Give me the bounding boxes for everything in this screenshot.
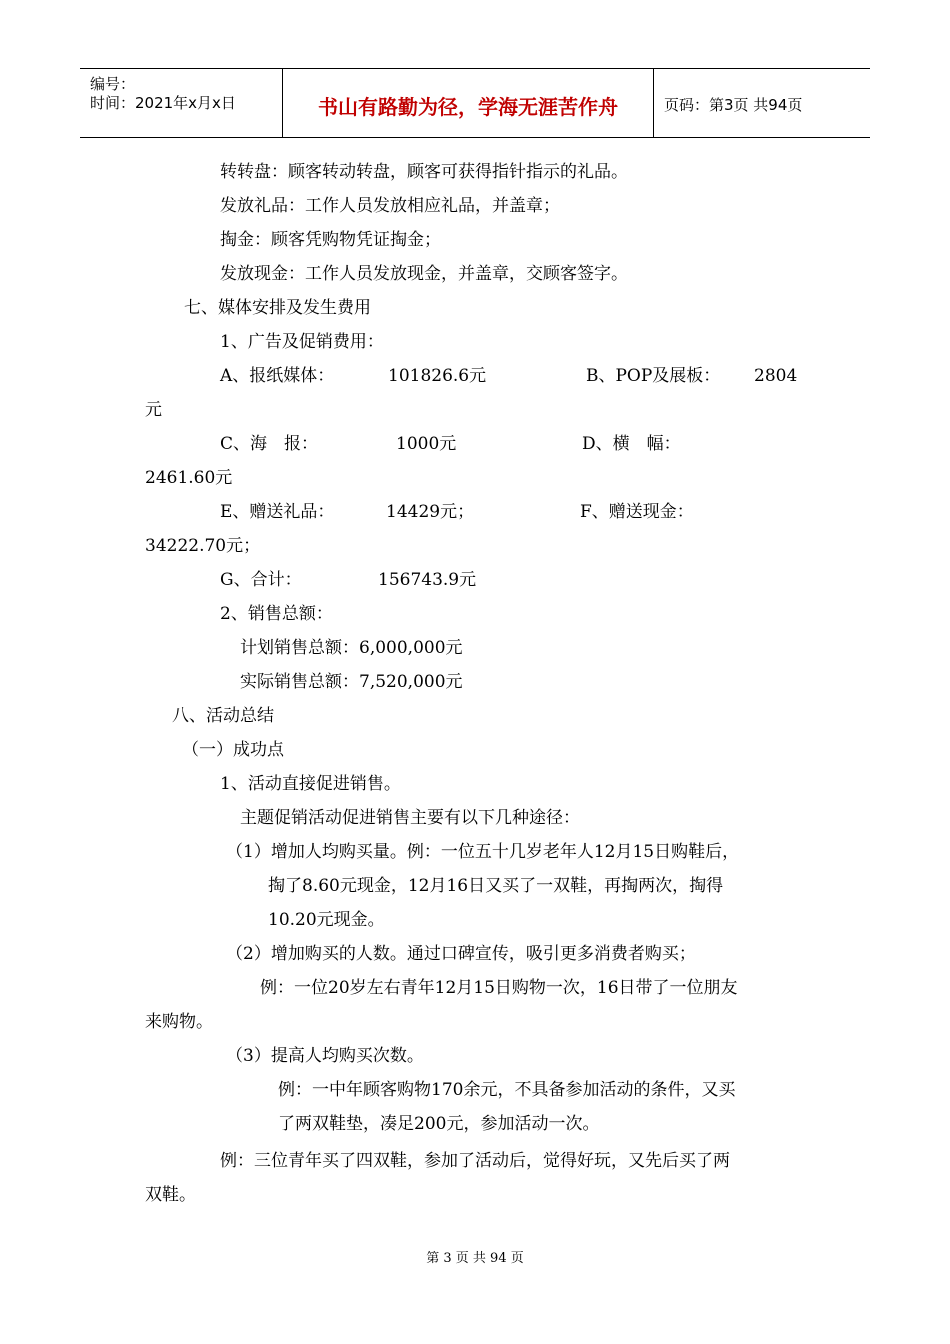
header-page-cell — [654, 69, 870, 137]
expense-value: 2804 — [754, 366, 798, 386]
subsection-heading: （一）成功点 — [182, 740, 284, 760]
expense-label: G、合计： — [220, 570, 302, 590]
paragraph-line: 例：一位20岁左右青年12月15日购物一次，16日带了一位朋友 — [260, 978, 738, 998]
paragraph-line: 计划销售总额：6,000,000元 — [240, 638, 463, 658]
expense-value: 14429元； — [386, 502, 475, 522]
expense-label: C、海 报： — [220, 434, 319, 454]
subsection-heading: 2、销售总额： — [220, 604, 333, 624]
paragraph-line: （2）增加购买的人数。通过口碑宣传，吸引更多消费者购买； — [226, 944, 696, 964]
paragraph-line: 1、活动直接促进销售。 — [220, 774, 401, 794]
paragraph-line: 实际销售总额：7,520,000元 — [240, 672, 463, 692]
page-header — [80, 68, 870, 138]
paragraph-line: 了两双鞋垫，凑足200元，参加活动一次。 — [278, 1114, 600, 1134]
paragraph-line: 双鞋。 — [145, 1185, 196, 1205]
page-label: 页码：第3页 共94页 — [664, 96, 803, 114]
expense-label: B、POP及展板： — [586, 366, 721, 386]
paragraph-line: 掏金：顾客凭购物凭证掏金； — [220, 230, 441, 250]
paragraph-line: （3）提高人均购买次数。 — [226, 1046, 424, 1066]
expense-value: 1000元 — [396, 434, 457, 454]
date-label: 时间：2021年x月x日 — [90, 94, 236, 112]
paragraph-line: 来购物。 — [145, 1012, 213, 1032]
expense-value: 34222.70元； — [145, 536, 261, 556]
number-label: 编号： — [90, 75, 136, 93]
paragraph-line: （1）增加人均购买量。例：一位五十几岁老年人12月15日购鞋后， — [226, 842, 740, 862]
paragraph-line: 转转盘：顾客转动转盘，顾客可获得指针指示的礼品。 — [220, 162, 628, 182]
header-meta-cell — [80, 69, 283, 137]
paragraph-line: 例：一中年顾客购物170余元，不具备参加活动的条件，又买 — [278, 1080, 736, 1100]
expense-label: E、赠送礼品： — [220, 502, 335, 522]
paragraph-line: 例：三位青年买了四双鞋，参加了活动后，觉得好玩，又先后买了两 — [220, 1151, 730, 1171]
expense-value: 2461.60元 — [145, 468, 233, 488]
subsection-heading: 1、广告及促销费用： — [220, 332, 384, 352]
expense-value: 101826.6元 — [388, 366, 487, 386]
expense-label: F、赠送现金： — [580, 502, 694, 522]
expense-unit: 元 — [145, 400, 162, 420]
paragraph-line: 主题促销活动促进销售主要有以下几种途径： — [240, 808, 580, 828]
motto-text: 书山有路勤为径，学海无涯苦作舟 — [318, 95, 618, 119]
paragraph-line: 发放现金：工作人员发放现金，并盖章，交顾客签字。 — [220, 264, 628, 284]
paragraph-line: 10.20元现金。 — [268, 910, 385, 930]
expense-value: 156743.9元 — [378, 570, 477, 590]
page-footer: 第 3 页 共 94 页 — [426, 1251, 524, 1266]
expense-label: D、横 幅： — [582, 434, 681, 454]
section-heading: 七、媒体安排及发生费用 — [184, 298, 371, 318]
header-motto-cell — [283, 69, 654, 137]
paragraph-line: 发放礼品：工作人员发放相应礼品，并盖章； — [220, 196, 560, 216]
paragraph-line: 掏了8.60元现金，12月16日又买了一双鞋，再掏两次，掏得 — [268, 876, 724, 896]
section-heading: 八、活动总结 — [172, 706, 274, 726]
expense-label: A、报纸媒体： — [220, 366, 335, 386]
